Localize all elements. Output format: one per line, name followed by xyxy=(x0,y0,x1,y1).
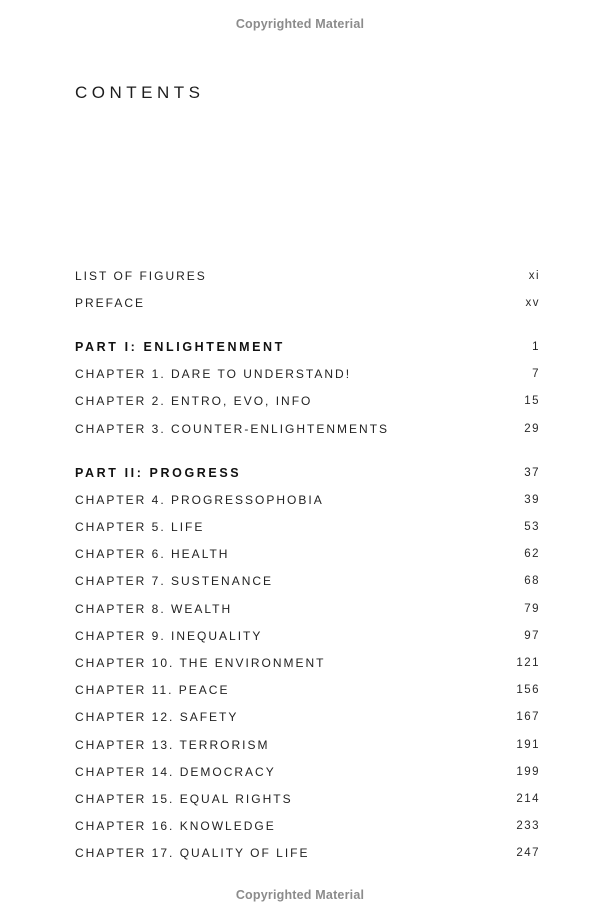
toc-row xyxy=(75,622,540,649)
toc-row xyxy=(75,289,540,316)
toc-entry-label: CHAPTER 3. COUNTER-ENLIGHTENMENTS xyxy=(75,421,390,436)
toc-entry-page: 29 xyxy=(524,422,540,435)
toc-row xyxy=(75,758,540,785)
toc-entry-page: 79 xyxy=(524,602,540,615)
toc-entry-label: CHAPTER 5. LIFE xyxy=(75,520,205,535)
toc-entry-page: 1 xyxy=(532,340,540,353)
toc-entry-page: 68 xyxy=(524,575,540,588)
toc-entry-page: 199 xyxy=(516,765,540,778)
toc-entry-page: 62 xyxy=(524,548,540,561)
toc-entry-label: CHAPTER 17. QUALITY OF LIFE xyxy=(75,846,310,861)
toc-row xyxy=(75,595,540,622)
toc-entry-label: CHAPTER 10. THE ENVIRONMENT xyxy=(75,656,326,671)
toc-entry-page: 233 xyxy=(516,820,540,833)
toc-entry-label: PREFACE xyxy=(75,295,146,310)
toc-row xyxy=(75,415,540,442)
toc-entry-page: 97 xyxy=(524,629,540,642)
toc-entry-page: 214 xyxy=(516,792,540,805)
toc-entry-label: CHAPTER 6. HEALTH xyxy=(75,547,230,562)
toc-row xyxy=(75,704,540,731)
toc-entry-label: CHAPTER 4. PROGRESSOPHOBIA xyxy=(75,492,324,507)
toc-entry-page: 15 xyxy=(524,395,540,408)
toc-entry-label: CHAPTER 2. ENTRO, EVO, INFO xyxy=(75,394,313,409)
toc-entry-label: PART II: PROGRESS xyxy=(75,465,242,480)
toc-part-row xyxy=(75,333,540,360)
toc-row xyxy=(75,541,540,568)
toc-row xyxy=(75,840,540,867)
toc-row xyxy=(75,677,540,704)
toc-entry-label: PART I: ENLIGHTENMENT xyxy=(75,339,285,354)
toc-entry-page: 191 xyxy=(516,738,540,751)
page-title: CONTENTS xyxy=(75,83,205,102)
toc-row xyxy=(75,649,540,676)
toc-row xyxy=(75,785,540,812)
toc-entry-page: 156 xyxy=(516,684,540,697)
toc-part-row xyxy=(75,459,540,486)
toc-entry-label: CHAPTER 1. DARE TO UNDERSTAND! xyxy=(75,367,352,382)
toc-row xyxy=(75,262,540,289)
watermark-top: Copyrighted Material xyxy=(235,17,365,31)
toc-row xyxy=(75,514,540,541)
toc-entry-label: CHAPTER 12. SAFETY xyxy=(75,710,239,725)
toc-entry-label: CHAPTER 11. PEACE xyxy=(75,683,230,698)
toc-entry-label: CHAPTER 14. DEMOCRACY xyxy=(75,764,276,779)
toc-entry-page: 39 xyxy=(524,493,540,506)
toc-row xyxy=(75,813,540,840)
toc-entry-label: CHAPTER 16. KNOWLEDGE xyxy=(75,819,276,834)
watermark-bottom: Copyrighted Material xyxy=(235,888,365,902)
toc-entry-label: CHAPTER 9. INEQUALITY xyxy=(75,628,263,643)
toc-row xyxy=(75,731,540,758)
toc-row xyxy=(75,568,540,595)
toc-entry-label: LIST OF FIGURES xyxy=(75,268,207,283)
toc-row xyxy=(75,486,540,513)
toc-entry-page: 37 xyxy=(524,466,540,479)
toc-entry-page: 121 xyxy=(516,657,540,670)
toc-list xyxy=(75,262,540,867)
toc-entry-page: 7 xyxy=(532,368,540,381)
toc-entry-label: CHAPTER 8. WEALTH xyxy=(75,601,233,616)
toc-entry-page: 247 xyxy=(516,847,540,860)
toc-entry-page: xv xyxy=(525,296,540,309)
toc-row xyxy=(75,388,540,415)
toc-entry-label: CHAPTER 7. SUSTENANCE xyxy=(75,574,274,589)
toc-entry-label: CHAPTER 13. TERRORISM xyxy=(75,737,270,752)
toc-entry-page: xi xyxy=(528,269,540,282)
toc-row xyxy=(75,361,540,388)
toc-entry-page: 53 xyxy=(524,521,540,534)
toc-entry-label: CHAPTER 15. EQUAL RIGHTS xyxy=(75,791,293,806)
toc-entry-page: 167 xyxy=(516,711,540,724)
